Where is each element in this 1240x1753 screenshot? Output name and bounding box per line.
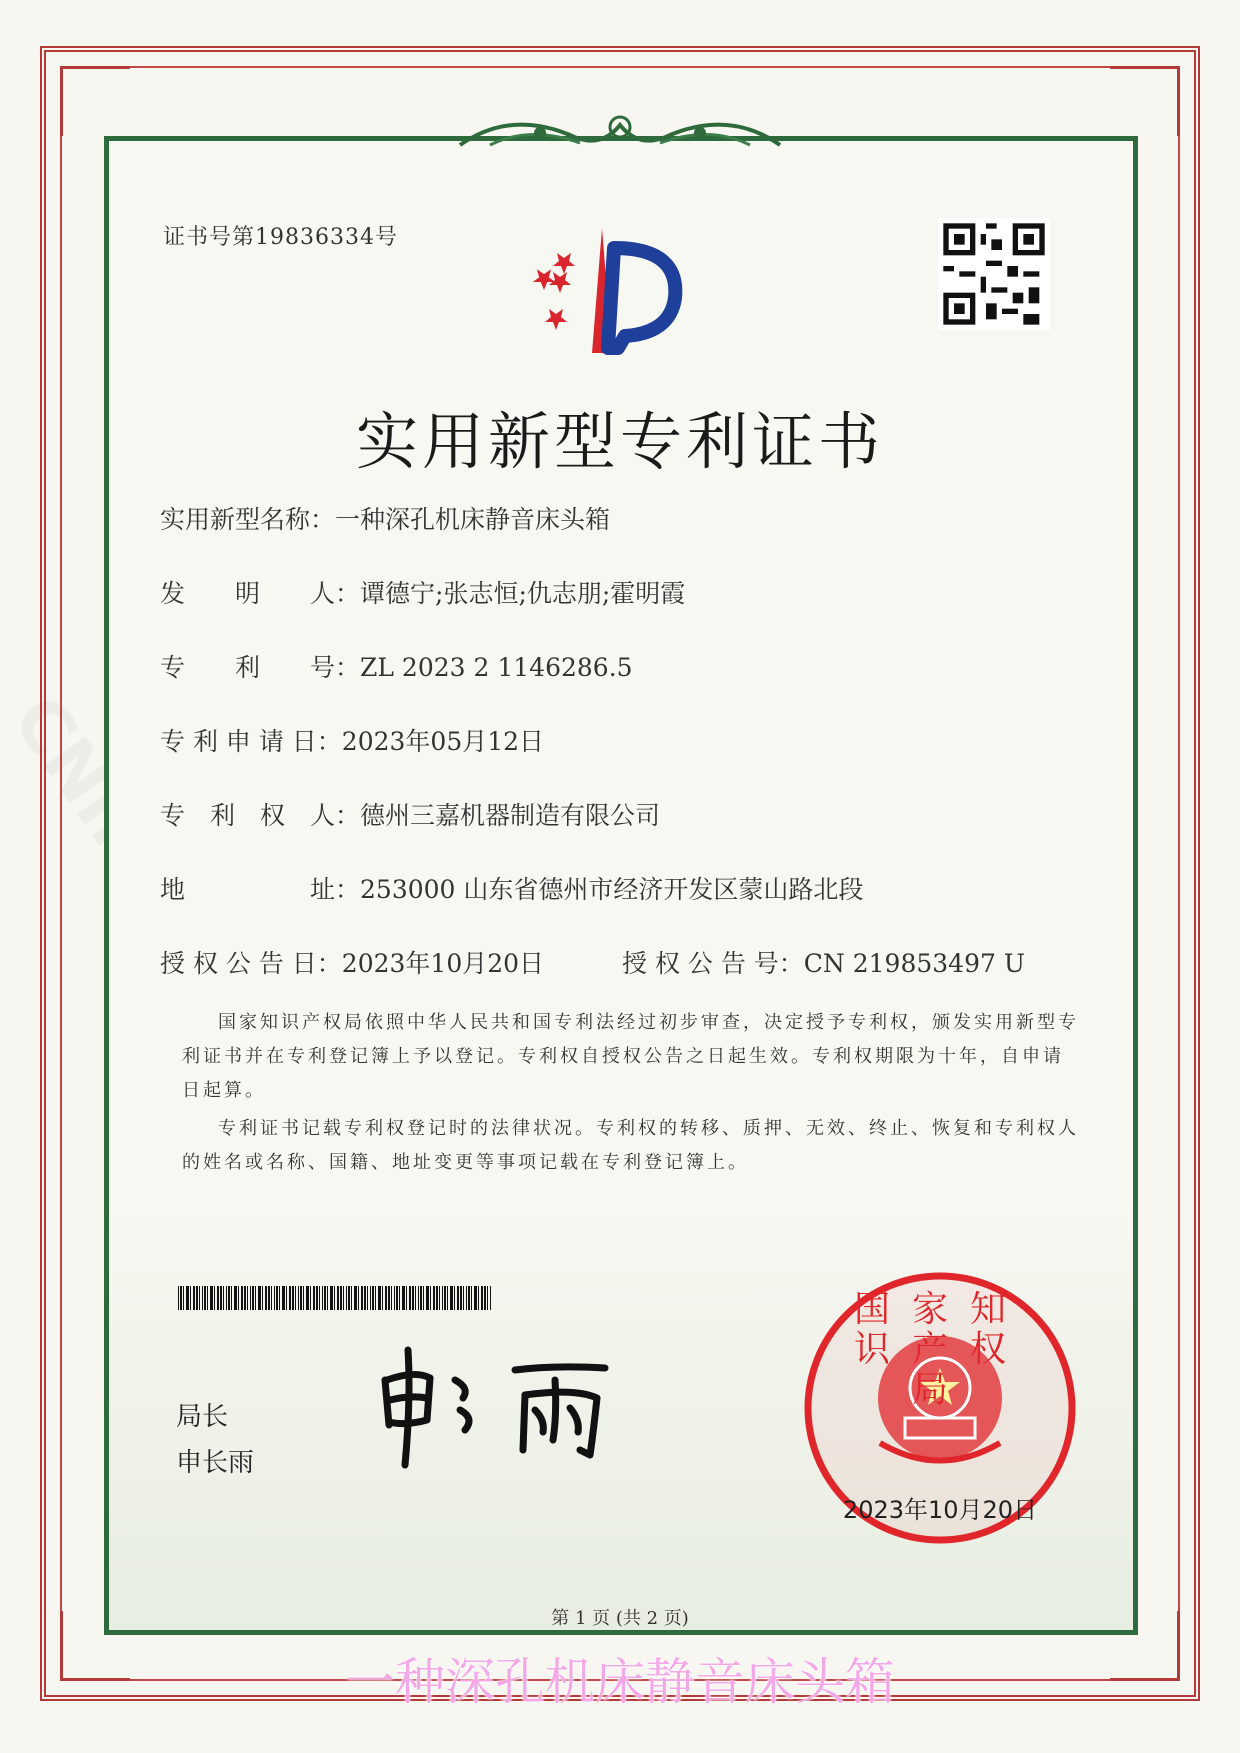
director-name: 申长雨 bbox=[176, 1448, 255, 1478]
floral-ornament bbox=[450, 105, 790, 160]
cnipa-logo bbox=[530, 218, 710, 358]
corner-ornament bbox=[1110, 66, 1180, 136]
field-label: 专 利 申 请 日： bbox=[160, 727, 342, 756]
seal-date: 2023年10月20日 bbox=[842, 1496, 1038, 1524]
field-label: 地 址： bbox=[160, 875, 361, 904]
field-name bbox=[160, 500, 610, 536]
certificate-title: 实用新型专利证书 bbox=[355, 405, 884, 478]
legal-paragraph: 专利证书记载专利权登记时的法律状况。专利权的转移、质押、无效、终止、恢复和专利权人的姓名或名称、国籍、地址变更等事项记载在专利登记簿上。 bbox=[182, 1118, 1079, 1173]
field-grant-date bbox=[160, 944, 544, 980]
field-label: 发 明 人： bbox=[160, 579, 361, 608]
legal-paragraph: 国家知识产权局依照中华人民共和国专利法经过初步审查，决定授予专利权，颁发实用新型专利证书并在专利登记簿上予以登记。专利权自授权公告之日起生效。专利权期限为十年，自申请日起算。 bbox=[182, 1012, 1079, 1101]
field-value: 谭德宁;张志恒;仇志朋;霍明霞 bbox=[360, 579, 686, 608]
qr-code bbox=[938, 218, 1050, 330]
field-inventor bbox=[160, 574, 685, 610]
corner-ornament bbox=[60, 66, 130, 136]
field-value: 2023年10月20日 bbox=[341, 949, 545, 978]
field-value: CN 219853497 U bbox=[803, 949, 1025, 978]
field-label: 实用新型名称： bbox=[160, 505, 336, 534]
field-label: 专 利 权 人： bbox=[160, 801, 361, 830]
certificate-number: 证书号第19836334号 bbox=[163, 225, 398, 250]
overlay-caption: 一种深孔机床静音床头箱 bbox=[345, 1653, 895, 1711]
field-address bbox=[160, 870, 863, 906]
signature bbox=[375, 1340, 635, 1470]
seal-text: 国家知识产权局 bbox=[853, 1289, 1028, 1410]
field-label: 专 利 号： bbox=[160, 653, 361, 682]
field-label: 授 权 公 告 号： bbox=[622, 949, 804, 978]
field-application-date bbox=[160, 722, 544, 758]
field-value: ZL 2023 2 1146286.5 bbox=[360, 653, 633, 682]
page-number: 第 1 页 (共 2 页) bbox=[551, 1608, 689, 1629]
director-title: 局长 bbox=[176, 1402, 229, 1432]
field-value: 一种深孔机床静音床头箱 bbox=[335, 505, 611, 534]
field-value: 253000 山东省德州市经济开发区蒙山路北段 bbox=[360, 875, 864, 904]
barcode bbox=[178, 1286, 494, 1310]
field-grant-number bbox=[622, 944, 1025, 980]
field-patentee bbox=[160, 796, 660, 832]
field-value: 2023年05月12日 bbox=[341, 727, 545, 756]
field-value: 德州三嘉机器制造有限公司 bbox=[360, 801, 661, 830]
field-label: 授 权 公 告 日： bbox=[160, 949, 342, 978]
legal-text bbox=[182, 1006, 1082, 1180]
field-patent-number bbox=[160, 648, 633, 684]
